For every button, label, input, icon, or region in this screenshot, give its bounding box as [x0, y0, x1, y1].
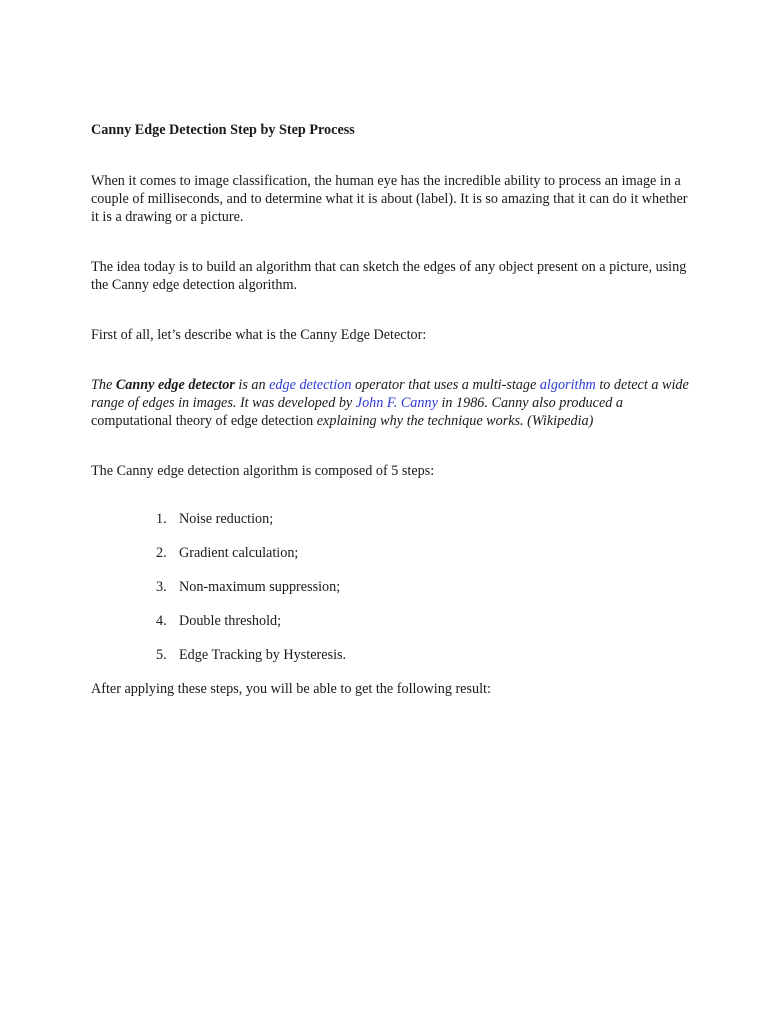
quote-bold-term: Canny edge detector — [115, 377, 235, 393]
list-item — [91, 510, 691, 528]
edge-detection-link[interactable]: edge detection — [269, 377, 352, 393]
list-number: 5. — [156, 647, 167, 663]
steps-intro: The Canny edge detection algorithm is composed of 5 steps: — [91, 463, 435, 479]
document-title: Canny Edge Detection Step by Step Process — [91, 122, 355, 138]
list-number: 4. — [156, 613, 167, 629]
list-number: 2. — [156, 545, 167, 561]
quote-text: in 1986. Canny also produced a — [437, 395, 623, 411]
algorithm-link[interactable]: algorithm — [539, 377, 596, 393]
wikipedia-quote — [91, 376, 691, 430]
document-page — [91, 121, 691, 698]
describe-paragraph: First of all, let’s describe what is the Canny Edge Detector: — [91, 327, 427, 343]
list-item-label: Non-maximum suppression; — [179, 579, 341, 595]
list-item-label: Noise reduction; — [179, 511, 274, 527]
list-item-label: Edge Tracking by Hysteresis. — [179, 647, 347, 663]
list-number: 3. — [156, 579, 167, 595]
list-number: 1. — [156, 511, 167, 527]
intro-paragraph: When it comes to image classification, the human eye has the incredible ability to process an image in a couple of milliseconds, and to determine what it is about (label). It is so amazing that it can do it whether it is a drawing or a picture. — [91, 173, 688, 225]
outro-paragraph: After applying these steps, you will be able to get the following result: — [91, 681, 491, 697]
list-item — [91, 578, 691, 596]
quote-plain-text: computational theory of edge detection — [91, 413, 314, 429]
steps-list — [91, 510, 691, 664]
quote-text: to detect a wide range of edges in images. It was developed by — [91, 377, 689, 411]
john-canny-link[interactable]: John F. Canny — [355, 395, 438, 411]
list-item-label: Double threshold; — [179, 613, 282, 629]
quote-text: explaining why the technique works. (Wikipedia) — [313, 413, 594, 429]
list-item-label: Gradient calculation; — [179, 545, 299, 561]
quote-text: operator that uses a multi-stage — [351, 377, 540, 393]
idea-paragraph: The idea today is to build an algorithm that can sketch the edges of any object present on a picture, using the Canny edge detection algorithm. — [91, 259, 687, 293]
quote-text: is an — [234, 377, 270, 393]
list-item — [91, 544, 691, 562]
list-item — [91, 612, 691, 630]
quote-text: The — [91, 377, 116, 393]
list-item — [91, 646, 691, 664]
